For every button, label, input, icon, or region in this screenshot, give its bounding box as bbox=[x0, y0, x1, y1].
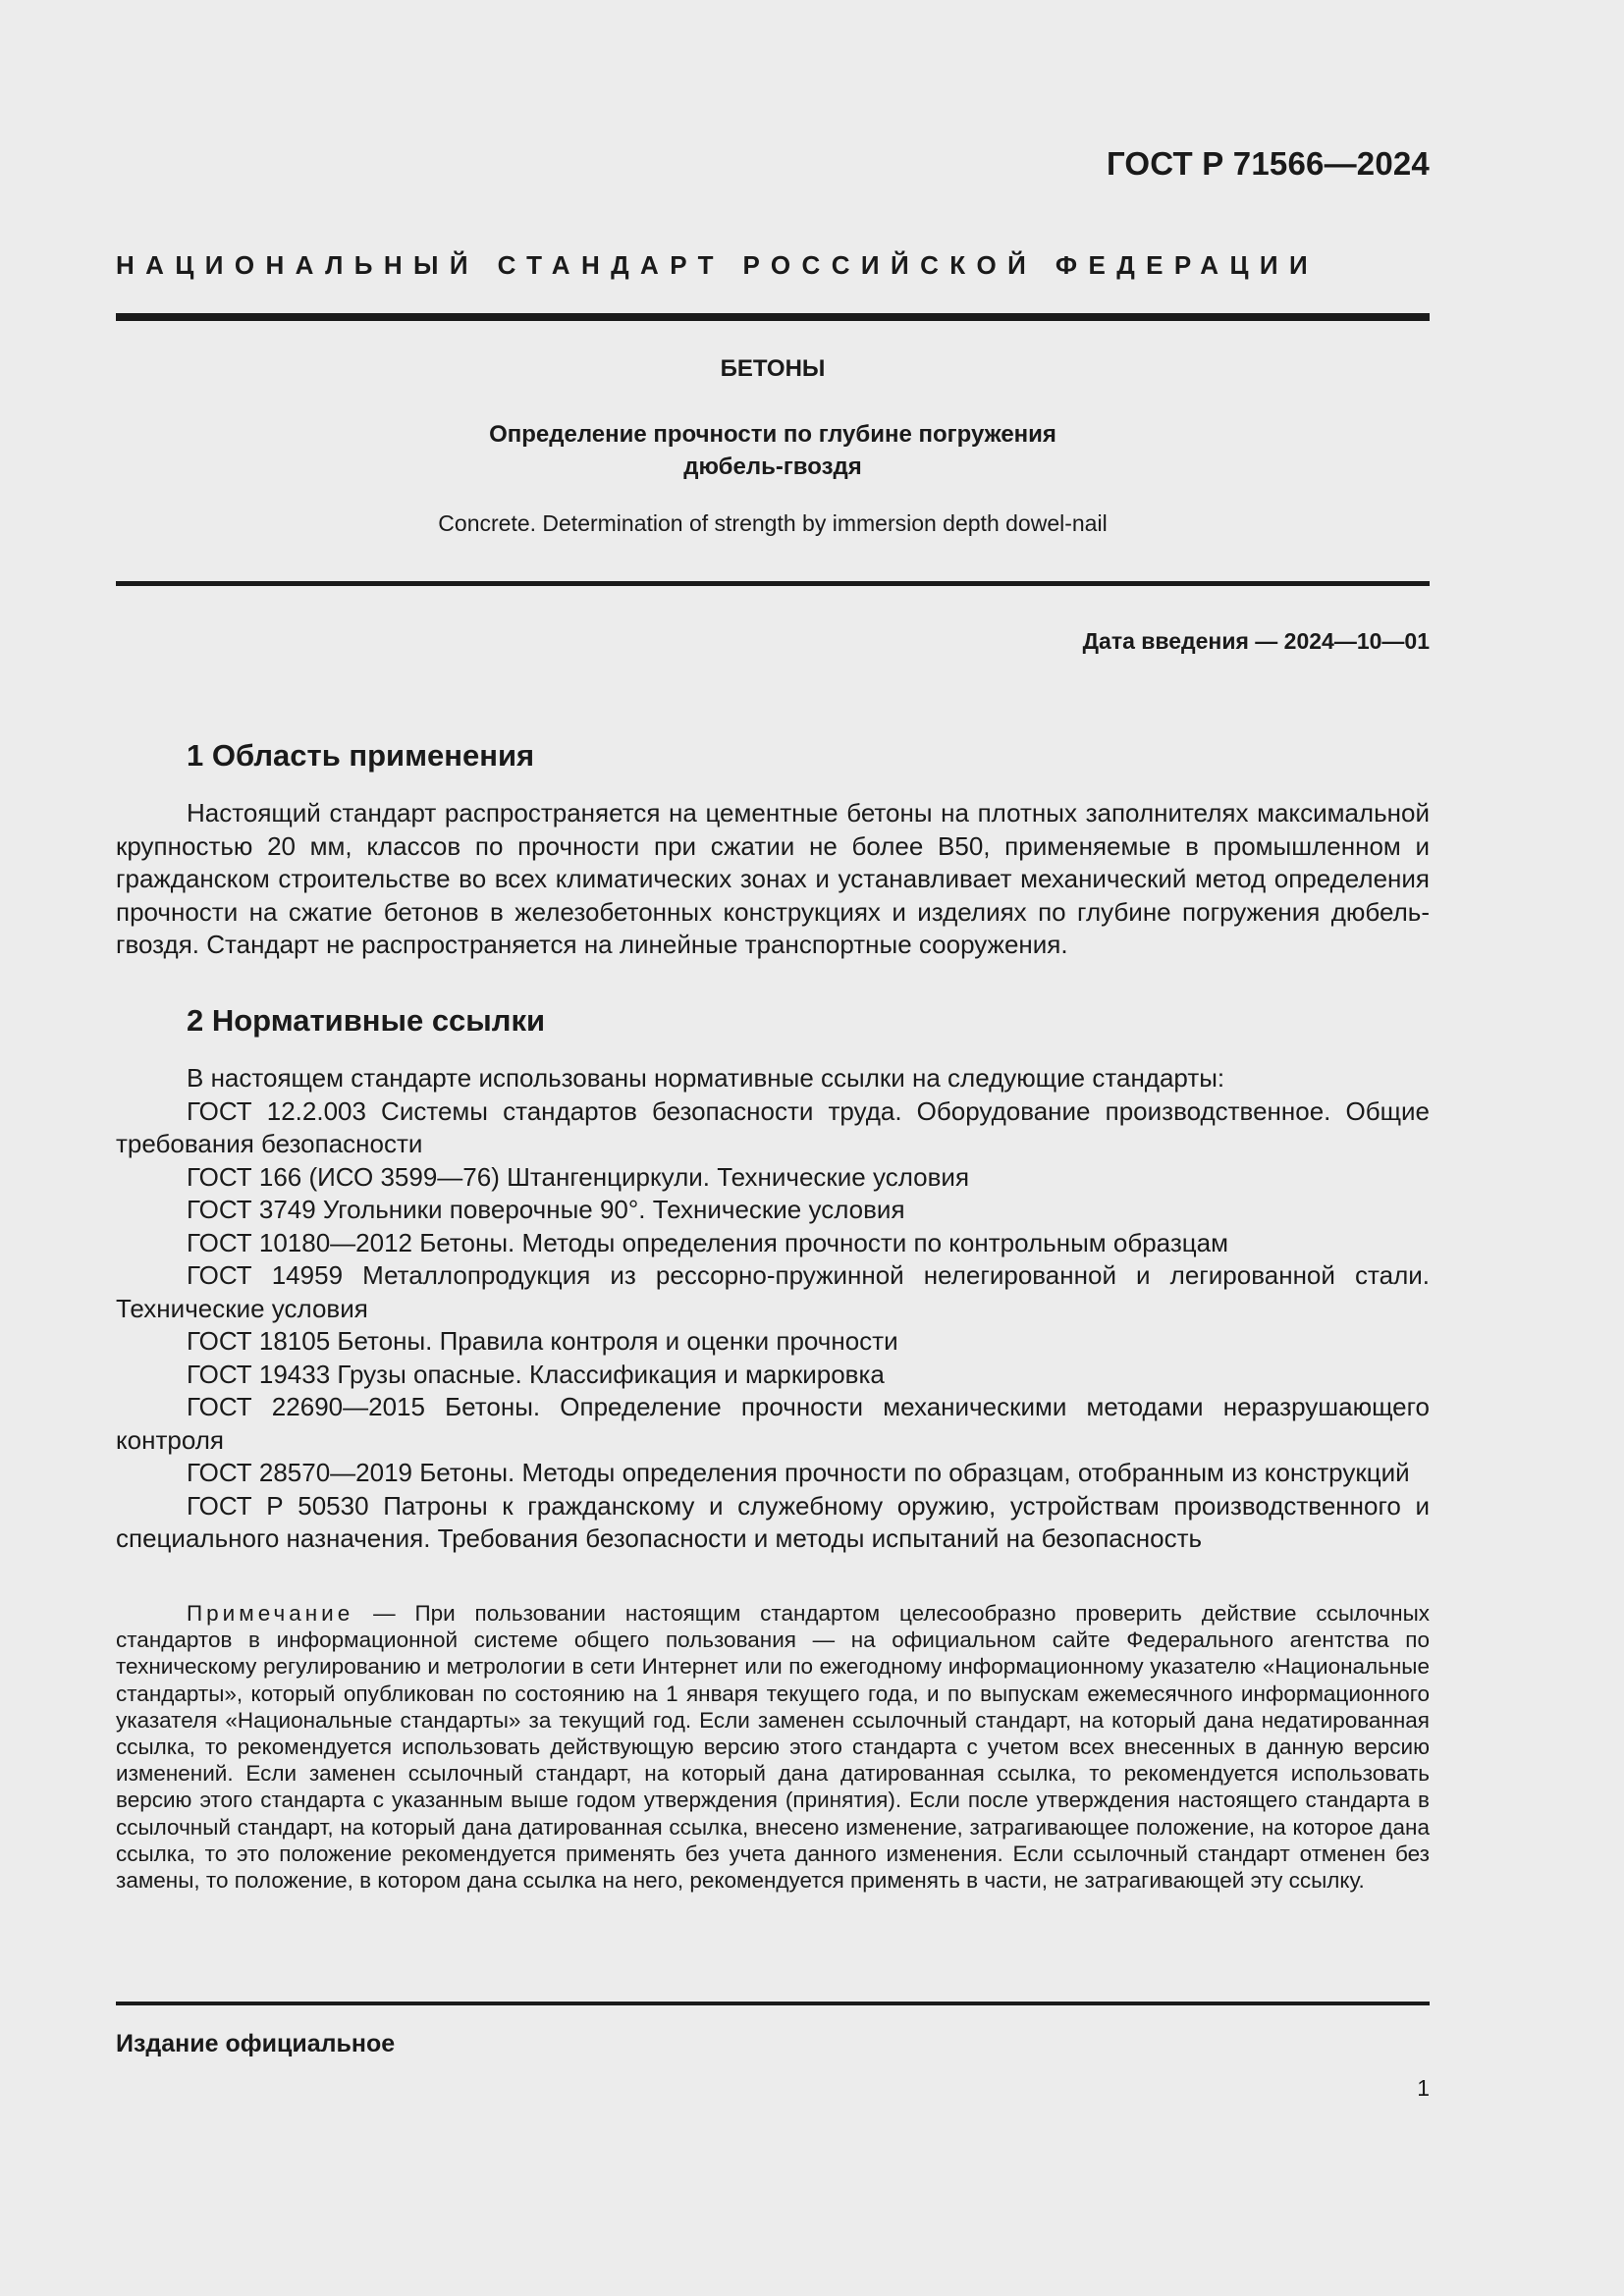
reference-item: ГОСТ 19433 Грузы опасные. Классификация и маркировка bbox=[187, 1359, 885, 1389]
document-subtitle bbox=[116, 418, 1430, 483]
reference-item: ГОСТ 28570—2019 Бетоны. Методы определения прочности по образцам, отобранным из конструкций bbox=[187, 1458, 1410, 1487]
document-page bbox=[116, 0, 1430, 2296]
reference-item: ГОСТ 166 (ИСО 3599—76) Штангенциркули. Технические условия bbox=[187, 1161, 970, 1192]
note-text: — При пользовании настоящим стандартом целесообразно проверить действие ссылочных стандартов в информационной системе общего пользования — на официальном сайте Федерального агентства по техническому регулированию и метрологии в сети Интернет или по ежегодному информационному указателю «Национальные стандарты», который опубликован по состоянию на 1 января текущего года, и по выпускам ежемесячного информационного указателя «Национальные стандарты» за текущий год. Если заменен ссылочный стандарт, на который дана недатированная ссылка, то рекомендуется использовать действующую версию этого стандарта с учетом всех внесенных в данную версию изменений. Если заменен ссылочный стандарт, на который дана датированная ссылка, то рекомендуется использовать версию этого стандарта с указанным выше годом утверждения (принятия). Если после утверждения настоящего стандарта в ссылочный стандарт, на который дана датированная ссылка, внесено изменение, затрагивающее положение, на которое дана ссылка, то это положение рекомендуется применять без учета данного изменения. Если ссылочный стандарт отменен без замены, то положение, в котором дана ссылка на него, рекомендуется применять в части, не затрагивающей эту ссылку. bbox=[116, 1601, 1430, 1894]
introduction-date: Дата введения — 2024—10—01 bbox=[1082, 628, 1430, 654]
footer-divider bbox=[116, 2002, 1430, 2005]
english-title: Concrete. Determination of strength by immersion depth dowel-nail bbox=[438, 510, 1108, 536]
title-divider bbox=[116, 581, 1430, 586]
section-2-intro: В настоящем стандарте использованы нормативные ссылки на следующие стандарты: bbox=[187, 1063, 1225, 1093]
header-divider bbox=[116, 313, 1430, 321]
subtitle-line-2: дюбель-гвоздя bbox=[683, 454, 862, 480]
note-label: Примечание bbox=[187, 1601, 354, 1626]
section-2-heading: 2 Нормативные ссылки bbox=[187, 1003, 546, 1038]
national-standard-heading: НАЦИОНАЛЬНЫЙ СТАНДАРТ РОССИЙСКОЙ ФЕДЕРАЦИИ bbox=[116, 250, 1320, 280]
section-1-body bbox=[116, 797, 1430, 962]
reference-item: ГОСТ 12.2.003 Системы стандартов безопасности труда. Оборудование производственное. Общие требования безопасности bbox=[116, 1095, 1430, 1158]
note-paragraph bbox=[116, 1600, 1430, 1894]
reference-item: ГОСТ Р 50530 Патроны к гражданскому и служебному оружию, устройствам производственного и специального назначения. Требования безопасности и методы испытаний на безопасность bbox=[116, 1490, 1430, 1553]
section-1-heading: 1 Область применения bbox=[187, 738, 535, 773]
reference-item: ГОСТ 22690—2015 Бетоны. Определение прочности механическими методами неразрушающего контроля bbox=[116, 1392, 1430, 1455]
reference-item: ГОСТ 3749 Угольники поверочные 90°. Технические условия bbox=[187, 1195, 905, 1224]
reference-item: ГОСТ 14959 Металлопродукция из рессорно-пружинной нелегированной и легированной стали. Технические условия bbox=[116, 1260, 1430, 1323]
section-1-paragraph: Настоящий стандарт распространяется на цементные бетоны на плотных заполнителях максимальной крупностью 20 мм, классов по прочности при сжатии не более В50, применяемые в промышленном и гражданском строительстве во всех климатических зонах и устанавливает механический метод определения прочности на сжатие бетонов в железобетонных конструкциях и изделиях по глубине погружения дюбель-гвоздя. Стандарт не распространяется на линейные транспортные сооружения. bbox=[116, 798, 1430, 959]
page-number: 1 bbox=[1417, 2075, 1430, 2101]
reference-item: ГОСТ 18105 Бетоны. Правила контроля и оценки прочности bbox=[187, 1326, 898, 1356]
note-block bbox=[116, 1600, 1430, 1894]
official-edition-label: Издание официальное bbox=[116, 2030, 396, 2057]
reference-item: ГОСТ 10180—2012 Бетоны. Методы определения прочности по контрольным образцам bbox=[187, 1227, 1228, 1257]
subtitle-line-1: Определение прочности по глубине погружения bbox=[489, 421, 1056, 448]
document-title: БЕТОНЫ bbox=[720, 355, 826, 382]
section-2-body bbox=[116, 1062, 1430, 1556]
document-code: ГОСТ Р 71566—2024 bbox=[1106, 145, 1430, 182]
